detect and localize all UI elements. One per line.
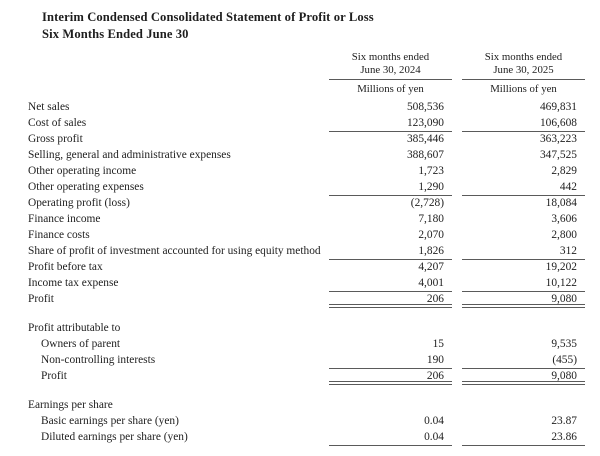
row-label: Share of profit of investment accounted for using equity method — [28, 245, 321, 258]
table-header — [28, 51, 585, 100]
value-2024: 206 — [329, 369, 452, 385]
value-2024: 508,536 — [406, 101, 444, 114]
value-2025: 23.87 — [551, 415, 577, 428]
row-diluted-earnings-per-share-yen — [28, 430, 585, 446]
row-label: Cost of sales — [28, 117, 87, 130]
value-2024: 0.04 — [424, 415, 444, 428]
row-label: Non-controlling interests — [41, 354, 156, 367]
value-2024 — [329, 321, 452, 337]
row-label: Profit before tax — [28, 261, 103, 274]
value-2025: (455) — [462, 353, 585, 369]
row-cost-of-sales — [28, 116, 585, 132]
value-2025: 9,535 — [551, 338, 577, 351]
value-2025: 18,084 — [545, 197, 577, 210]
row-label: Finance costs — [28, 229, 90, 242]
column-gap — [452, 100, 462, 116]
table-body — [28, 100, 585, 446]
profit-loss-table — [28, 51, 585, 446]
value-2024: 206 — [329, 292, 452, 308]
section-spacer — [28, 385, 585, 398]
document-title: Interim Condensed Consolidated Statement of Profit or Loss — [42, 10, 374, 24]
value-2025: 2,829 — [551, 165, 577, 178]
header-label-spacer — [28, 51, 329, 67]
column-gap — [452, 228, 462, 244]
column-gap — [452, 276, 462, 292]
row-label: Other operating income — [28, 165, 137, 178]
value-2024: 4,001 — [329, 276, 452, 292]
column-gap — [452, 292, 462, 308]
column-gap — [452, 148, 462, 164]
value-2025 — [462, 398, 585, 414]
row-other-operating-expenses — [28, 180, 585, 196]
value-2024: 123,090 — [329, 116, 452, 132]
value-2025: 2,800 — [551, 229, 577, 242]
unit-2025: Millions of yen — [490, 83, 557, 96]
row-label: Finance income — [28, 213, 101, 226]
row-label: Selling, general and administrative expenses — [28, 149, 231, 162]
value-2025: 363,223 — [539, 133, 577, 146]
row-label: Basic earnings per share (yen) — [41, 415, 179, 428]
document-subtitle: Six Months Ended June 30 — [42, 26, 189, 41]
value-2025 — [462, 321, 585, 337]
value-2024 — [329, 398, 452, 414]
period-2024-line2: June 30, 2024 — [360, 63, 421, 76]
column-gap — [452, 132, 462, 148]
row-label: Profit — [41, 370, 67, 383]
section-spacer — [28, 308, 585, 321]
period-2024-line1: Six months ended — [351, 51, 430, 63]
row-label: Diluted earnings per share (yen) — [41, 431, 188, 444]
column-gap — [452, 244, 462, 260]
period-2025-line1: Six months ended — [484, 51, 563, 63]
unit-2024: Millions of yen — [357, 83, 424, 96]
row-net-sales — [28, 100, 585, 116]
row-other-operating-income — [28, 164, 585, 180]
value-2025: 106,608 — [462, 116, 585, 132]
value-2025: 9,080 — [462, 369, 585, 385]
row-non-controlling-interests — [28, 353, 585, 369]
column-gap — [452, 164, 462, 180]
column-gap — [452, 180, 462, 196]
column-gap — [452, 116, 462, 132]
column-header-2025 — [462, 51, 585, 100]
row-label: Profit — [28, 293, 54, 306]
column-header-2024 — [329, 51, 452, 100]
value-2025: 9,080 — [462, 292, 585, 308]
period-2025 — [462, 51, 585, 80]
row-earnings-per-share — [28, 398, 585, 414]
row-owners-of-parent — [28, 337, 585, 353]
row-share-of-profit-of-investment-accounted-for-using-equity-method — [28, 244, 585, 260]
value-2025: 347,525 — [539, 149, 577, 162]
row-label: Profit attributable to — [28, 322, 121, 335]
row-profit-attributable-to — [28, 321, 585, 337]
column-gap — [452, 260, 462, 276]
column-gap — [452, 212, 462, 228]
row-label: Operating profit (loss) — [28, 197, 130, 210]
row-profit-before-tax — [28, 260, 585, 276]
value-2025: 3,606 — [551, 213, 577, 226]
column-gap — [452, 51, 462, 67]
row-label: Earnings per share — [28, 399, 113, 412]
value-2024: 4,207 — [418, 261, 444, 274]
column-gap — [452, 398, 462, 414]
row-finance-costs — [28, 228, 585, 244]
value-2024: 7,180 — [418, 213, 444, 226]
value-2024: (2,728) — [410, 197, 444, 210]
value-2024: 2,070 — [418, 229, 444, 242]
row-gross-profit — [28, 132, 585, 148]
value-2024: 190 — [329, 353, 452, 369]
period-2025-line2: June 30, 2025 — [493, 63, 554, 76]
document-title-block — [0, 0, 600, 42]
row-profit — [28, 292, 585, 308]
value-2024: 385,446 — [406, 133, 444, 146]
value-2024: 388,607 — [406, 149, 444, 162]
column-gap — [452, 196, 462, 212]
row-basic-earnings-per-share-yen — [28, 414, 585, 430]
row-label: Gross profit — [28, 133, 83, 146]
column-gap — [452, 430, 462, 446]
row-selling-general-and-administrative-expenses — [28, 148, 585, 164]
column-gap — [452, 337, 462, 353]
column-gap — [452, 369, 462, 385]
value-2025: 312 — [462, 244, 585, 260]
value-2024: 1,290 — [329, 180, 452, 196]
period-2024 — [329, 51, 452, 80]
column-gap — [452, 414, 462, 430]
value-2025: 469,831 — [539, 101, 577, 114]
value-2025: 19,202 — [545, 261, 577, 274]
value-2025: 10,122 — [462, 276, 585, 292]
row-label: Other operating expenses — [28, 181, 144, 194]
value-2024: 15 — [432, 338, 444, 351]
row-operating-profit-loss — [28, 196, 585, 212]
row-label: Net sales — [28, 101, 70, 114]
value-2024: 1,723 — [418, 165, 444, 178]
row-finance-income — [28, 212, 585, 228]
column-gap — [452, 321, 462, 337]
row-label: Owners of parent — [41, 338, 121, 351]
row-profit — [28, 369, 585, 385]
value-2024: 1,826 — [329, 244, 452, 260]
value-2024: 0.04 — [329, 430, 452, 446]
value-2025: 442 — [462, 180, 585, 196]
row-income-tax-expense — [28, 276, 585, 292]
column-gap — [452, 353, 462, 369]
value-2025: 23.86 — [462, 430, 585, 446]
row-label: Income tax expense — [28, 277, 119, 290]
